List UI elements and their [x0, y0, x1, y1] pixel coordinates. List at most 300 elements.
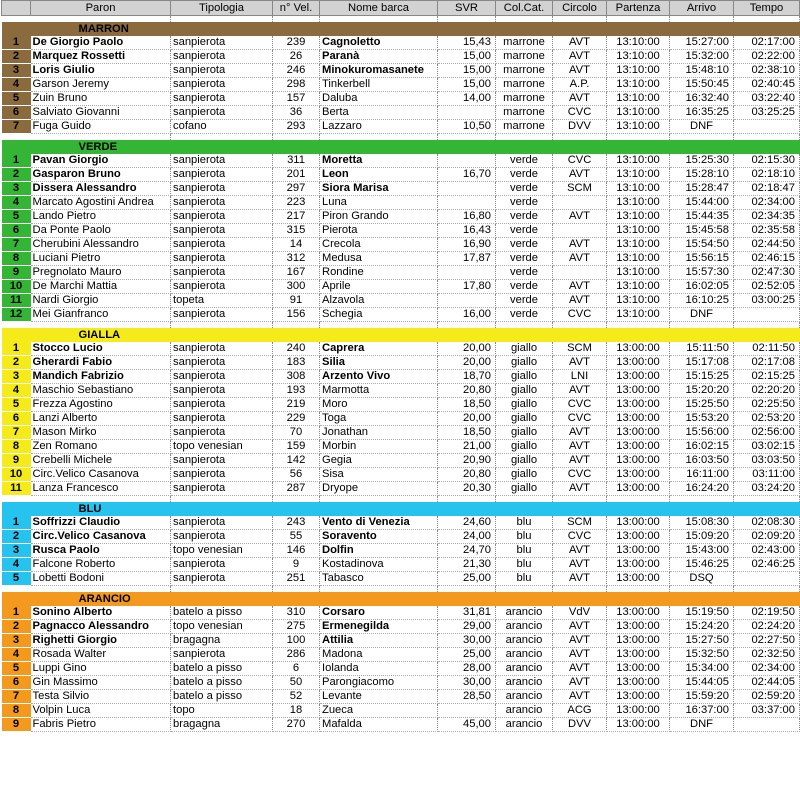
- position-cell: 5: [2, 572, 31, 586]
- table-row: [2, 168, 800, 182]
- table-row: [2, 106, 800, 120]
- results-body: [2, 1, 800, 732]
- tempo-cell: 02:34:35: [734, 210, 800, 224]
- position-cell: 2: [2, 168, 31, 182]
- vel-cell: 287: [273, 482, 320, 496]
- arrivo-cell: 16:35:25: [670, 106, 734, 120]
- circolo-cell: DVV: [553, 120, 607, 134]
- svr-cell: [438, 294, 496, 308]
- circolo-cell: AVT: [553, 210, 607, 224]
- position-cell: 4: [2, 558, 31, 572]
- arrivo-cell: 15:19:50: [670, 606, 734, 620]
- partenza-cell: 13:00:00: [607, 620, 670, 634]
- nome-barca-cell: Paranà: [320, 50, 438, 64]
- circolo-cell: SCM: [553, 342, 607, 356]
- tipologia-cell: sanpierota: [171, 106, 273, 120]
- circolo-cell: AVT: [553, 662, 607, 676]
- tempo-cell: 02:18:10: [734, 168, 800, 182]
- tempo-cell: [734, 718, 800, 732]
- partenza-cell: 13:00:00: [607, 384, 670, 398]
- tipologia-cell: sanpierota: [171, 78, 273, 92]
- tempo-cell: 02:34:00: [734, 196, 800, 210]
- tempo-cell: 02:09:20: [734, 530, 800, 544]
- tempo-cell: 02:18:47: [734, 182, 800, 196]
- nome-barca-cell: Medusa: [320, 252, 438, 266]
- colcat-cell: giallo: [496, 412, 553, 426]
- arrivo-cell: DSQ: [670, 572, 734, 586]
- paron-cell: Zuin Bruno: [31, 92, 171, 106]
- tipologia-cell: sanpierota: [171, 482, 273, 496]
- paron-cell: Da Ponte Paolo: [31, 224, 171, 238]
- colcat-cell: blu: [496, 572, 553, 586]
- tempo-cell: 03:02:15: [734, 440, 800, 454]
- vel-cell: 311: [273, 154, 320, 168]
- section-color-cell: [2, 328, 31, 342]
- tempo-cell: 02:17:00: [734, 36, 800, 50]
- table-row: [2, 224, 800, 238]
- table-row: [2, 266, 800, 280]
- tempo-cell: 02:15:25: [734, 370, 800, 384]
- nome-barca-cell: Corsaro: [320, 606, 438, 620]
- position-cell: 7: [2, 238, 31, 252]
- svr-cell: 16,70: [438, 168, 496, 182]
- tipologia-cell: topo venesian: [171, 620, 273, 634]
- nome-barca-cell: Jonathan: [320, 426, 438, 440]
- tempo-cell: 02:46:25: [734, 558, 800, 572]
- tempo-cell: 02:40:45: [734, 78, 800, 92]
- paron-cell: Gherardi Fabio: [31, 356, 171, 370]
- nome-barca-cell: Kostadinova: [320, 558, 438, 572]
- circolo-cell: AVT: [553, 648, 607, 662]
- circolo-cell: AVT: [553, 426, 607, 440]
- arrivo-cell: 15:27:50: [670, 634, 734, 648]
- header-nome-barca: Nome barca: [320, 1, 438, 16]
- table-row: [2, 516, 800, 530]
- circolo-cell: AVT: [553, 168, 607, 182]
- header-paron: Paron: [31, 1, 171, 16]
- svr-cell: 28,00: [438, 662, 496, 676]
- svr-cell: 20,90: [438, 454, 496, 468]
- tipologia-cell: sanpierota: [171, 50, 273, 64]
- partenza-cell: 13:10:00: [607, 266, 670, 280]
- section-color-cell: [2, 22, 31, 36]
- nome-barca-cell: Moretta: [320, 154, 438, 168]
- partenza-cell: 13:10:00: [607, 196, 670, 210]
- svr-cell: 15,00: [438, 78, 496, 92]
- nome-barca-cell: Cagnoletto: [320, 36, 438, 50]
- tipologia-cell: batelo a pisso: [171, 676, 273, 690]
- nome-barca-cell: Gegia: [320, 454, 438, 468]
- colcat-cell: marrone: [496, 36, 553, 50]
- paron-cell: Circ.Velico Casanova: [31, 468, 171, 482]
- colcat-cell: arancio: [496, 620, 553, 634]
- svr-cell: 30,00: [438, 634, 496, 648]
- table-row: [2, 648, 800, 662]
- tempo-cell: 02:35:58: [734, 224, 800, 238]
- vel-cell: 217: [273, 210, 320, 224]
- colcat-cell: blu: [496, 558, 553, 572]
- svr-cell: [438, 196, 496, 210]
- circolo-cell: [553, 196, 607, 210]
- vel-cell: 146: [273, 544, 320, 558]
- position-cell: 11: [2, 294, 31, 308]
- partenza-cell: 13:00:00: [607, 530, 670, 544]
- tempo-cell: 02:32:50: [734, 648, 800, 662]
- partenza-cell: 13:10:00: [607, 78, 670, 92]
- position-cell: 3: [2, 64, 31, 78]
- arrivo-cell: 15:57:30: [670, 266, 734, 280]
- paron-cell: Zen Romano: [31, 440, 171, 454]
- tipologia-cell: sanpierota: [171, 516, 273, 530]
- vel-cell: 18: [273, 704, 320, 718]
- partenza-cell: 13:00:00: [607, 704, 670, 718]
- tempo-cell: 02:08:30: [734, 516, 800, 530]
- tipologia-cell: sanpierota: [171, 558, 273, 572]
- arrivo-cell: 15:09:20: [670, 530, 734, 544]
- colcat-cell: giallo: [496, 384, 553, 398]
- paron-cell: De Marchi Mattia: [31, 280, 171, 294]
- tipologia-cell: sanpierota: [171, 252, 273, 266]
- vel-cell: 315: [273, 224, 320, 238]
- tipologia-cell: sanpierota: [171, 92, 273, 106]
- partenza-cell: 13:00:00: [607, 676, 670, 690]
- nome-barca-cell: Attilia: [320, 634, 438, 648]
- colcat-cell: verde: [496, 196, 553, 210]
- vel-cell: 159: [273, 440, 320, 454]
- colcat-cell: arancio: [496, 634, 553, 648]
- partenza-cell: 13:10:00: [607, 50, 670, 64]
- paron-cell: Marcato Agostini Andrea: [31, 196, 171, 210]
- arrivo-cell: 16:10:25: [670, 294, 734, 308]
- position-cell: 9: [2, 266, 31, 280]
- paron-cell: Lanzi Alberto: [31, 412, 171, 426]
- table-row: [2, 308, 800, 322]
- tipologia-cell: sanpierota: [171, 468, 273, 482]
- paron-cell: Mei Gianfranco: [31, 308, 171, 322]
- arrivo-cell: 15:34:00: [670, 662, 734, 676]
- paron-cell: Dissera Alessandro: [31, 182, 171, 196]
- colcat-cell: arancio: [496, 718, 553, 732]
- paron-cell: Luciani Pietro: [31, 252, 171, 266]
- colcat-cell: blu: [496, 516, 553, 530]
- arrivo-cell: 15:48:10: [670, 64, 734, 78]
- tempo-cell: 02:59:20: [734, 690, 800, 704]
- table-row: [2, 384, 800, 398]
- colcat-cell: giallo: [496, 426, 553, 440]
- circolo-cell: AVT: [553, 50, 607, 64]
- circolo-cell: CVC: [553, 398, 607, 412]
- arrivo-cell: 15:32:50: [670, 648, 734, 662]
- table-row: [2, 426, 800, 440]
- position-cell: 5: [2, 210, 31, 224]
- tipologia-cell: sanpierota: [171, 154, 273, 168]
- tipologia-cell: batelo a pisso: [171, 690, 273, 704]
- colcat-cell: arancio: [496, 690, 553, 704]
- tipologia-cell: batelo a pisso: [171, 662, 273, 676]
- arrivo-cell: 16:02:05: [670, 280, 734, 294]
- tipologia-cell: cofano: [171, 120, 273, 134]
- colcat-cell: blu: [496, 544, 553, 558]
- tempo-cell: 02:38:10: [734, 64, 800, 78]
- vel-cell: 52: [273, 690, 320, 704]
- circolo-cell: AVT: [553, 252, 607, 266]
- tipologia-cell: sanpierota: [171, 648, 273, 662]
- partenza-cell: 13:00:00: [607, 634, 670, 648]
- arrivo-cell: 15:44:00: [670, 196, 734, 210]
- circolo-cell: AVT: [553, 36, 607, 50]
- table-row: [2, 468, 800, 482]
- svr-cell: 20,30: [438, 482, 496, 496]
- arrivo-cell: 15:25:50: [670, 398, 734, 412]
- table-row: [2, 64, 800, 78]
- arrivo-cell: 15:44:35: [670, 210, 734, 224]
- svr-cell: 24,00: [438, 530, 496, 544]
- svr-cell: 20,80: [438, 468, 496, 482]
- partenza-cell: 13:10:00: [607, 238, 670, 252]
- partenza-cell: 13:00:00: [607, 370, 670, 384]
- colcat-cell: verde: [496, 224, 553, 238]
- vel-cell: 246: [273, 64, 320, 78]
- colcat-cell: verde: [496, 280, 553, 294]
- table-row: [2, 482, 800, 496]
- tipologia-cell: sanpierota: [171, 454, 273, 468]
- circolo-cell: AVT: [553, 92, 607, 106]
- position-cell: 10: [2, 468, 31, 482]
- circolo-cell: CVC: [553, 530, 607, 544]
- position-cell: 6: [2, 676, 31, 690]
- paron-cell: Salviato Giovanni: [31, 106, 171, 120]
- colcat-cell: blu: [496, 530, 553, 544]
- paron-cell: Gin Massimo: [31, 676, 171, 690]
- partenza-cell: 13:00:00: [607, 440, 670, 454]
- vel-cell: 251: [273, 572, 320, 586]
- position-cell: 10: [2, 280, 31, 294]
- position-cell: 5: [2, 662, 31, 676]
- table-row: [2, 454, 800, 468]
- partenza-cell: 13:00:00: [607, 662, 670, 676]
- section-title: BLU: [31, 502, 800, 516]
- vel-cell: 223: [273, 196, 320, 210]
- paron-cell: Garson Jeremy: [31, 78, 171, 92]
- tipologia-cell: sanpierota: [171, 342, 273, 356]
- colcat-cell: marrone: [496, 78, 553, 92]
- paron-cell: Pagnacco Alessandro: [31, 620, 171, 634]
- header-svr: SVR: [438, 1, 496, 16]
- arrivo-cell: 15:28:47: [670, 182, 734, 196]
- partenza-cell: 13:10:00: [607, 210, 670, 224]
- colcat-cell: verde: [496, 252, 553, 266]
- svr-cell: 20,00: [438, 412, 496, 426]
- circolo-cell: CVC: [553, 412, 607, 426]
- partenza-cell: 13:10:00: [607, 182, 670, 196]
- circolo-cell: AVT: [553, 544, 607, 558]
- nome-barca-cell: Dolfin: [320, 544, 438, 558]
- vel-cell: 298: [273, 78, 320, 92]
- table-row: [2, 356, 800, 370]
- tipologia-cell: sanpierota: [171, 238, 273, 252]
- section-header-row: [2, 140, 800, 154]
- section-title: GIALLA: [31, 328, 800, 342]
- table-row: [2, 92, 800, 106]
- paron-cell: Mason Mirko: [31, 426, 171, 440]
- paron-cell: De Giorgio Paolo: [31, 36, 171, 50]
- arrivo-cell: 16:02:15: [670, 440, 734, 454]
- tempo-cell: 02:53:20: [734, 412, 800, 426]
- table-row: [2, 558, 800, 572]
- paron-cell: Gasparon Bruno: [31, 168, 171, 182]
- tempo-cell: 03:24:20: [734, 482, 800, 496]
- tempo-cell: 02:52:05: [734, 280, 800, 294]
- header-pos-cell: [2, 1, 31, 16]
- arrivo-cell: 15:45:58: [670, 224, 734, 238]
- paron-cell: Luppi Gino: [31, 662, 171, 676]
- nome-barca-cell: Silia: [320, 356, 438, 370]
- circolo-cell: DVV: [553, 718, 607, 732]
- arrivo-cell: 15:17:08: [670, 356, 734, 370]
- colcat-cell: arancio: [496, 606, 553, 620]
- position-cell: 1: [2, 154, 31, 168]
- tempo-cell: [734, 120, 800, 134]
- partenza-cell: 13:00:00: [607, 342, 670, 356]
- paron-cell: Stocco Lucio: [31, 342, 171, 356]
- partenza-cell: 13:10:00: [607, 294, 670, 308]
- tempo-cell: 02:15:30: [734, 154, 800, 168]
- paron-cell: Pregnolato Mauro: [31, 266, 171, 280]
- nome-barca-cell: Minokuromasanete: [320, 64, 438, 78]
- tipologia-cell: sanpierota: [171, 210, 273, 224]
- header-arrivo: Arrivo: [670, 1, 734, 16]
- svr-cell: 45,00: [438, 718, 496, 732]
- nome-barca-cell: Tabasco: [320, 572, 438, 586]
- paron-cell: Pavan Giorgio: [31, 154, 171, 168]
- partenza-cell: 13:00:00: [607, 426, 670, 440]
- nome-barca-cell: Arzento Vivo: [320, 370, 438, 384]
- colcat-cell: marrone: [496, 92, 553, 106]
- vel-cell: 310: [273, 606, 320, 620]
- table-row: [2, 572, 800, 586]
- svr-cell: 17,80: [438, 280, 496, 294]
- tempo-cell: 02:19:50: [734, 606, 800, 620]
- circolo-cell: CVC: [553, 468, 607, 482]
- table-row: [2, 238, 800, 252]
- circolo-cell: AVT: [553, 482, 607, 496]
- partenza-cell: 13:00:00: [607, 398, 670, 412]
- svr-cell: 16,43: [438, 224, 496, 238]
- colcat-cell: giallo: [496, 356, 553, 370]
- table-row: [2, 294, 800, 308]
- circolo-cell: AVT: [553, 440, 607, 454]
- table-row: [2, 704, 800, 718]
- tempo-cell: 03:11:00: [734, 468, 800, 482]
- paron-cell: Fabris Pietro: [31, 718, 171, 732]
- partenza-cell: 13:00:00: [607, 690, 670, 704]
- colcat-cell: verde: [496, 210, 553, 224]
- table-row: [2, 210, 800, 224]
- nome-barca-cell: Luna: [320, 196, 438, 210]
- tipologia-cell: sanpierota: [171, 36, 273, 50]
- partenza-cell: 13:00:00: [607, 544, 670, 558]
- table-row: [2, 78, 800, 92]
- circolo-cell: SCM: [553, 516, 607, 530]
- colcat-cell: arancio: [496, 648, 553, 662]
- tipologia-cell: topo venesian: [171, 440, 273, 454]
- partenza-cell: 13:10:00: [607, 106, 670, 120]
- partenza-cell: 13:10:00: [607, 224, 670, 238]
- svr-cell: 24,70: [438, 544, 496, 558]
- vel-cell: 142: [273, 454, 320, 468]
- table-row: [2, 252, 800, 266]
- position-cell: 4: [2, 78, 31, 92]
- circolo-cell: AVT: [553, 280, 607, 294]
- arrivo-cell: DNF: [670, 308, 734, 322]
- nome-barca-cell: Madona: [320, 648, 438, 662]
- position-cell: 3: [2, 182, 31, 196]
- section-color-cell: [2, 592, 31, 606]
- circolo-cell: AVT: [553, 620, 607, 634]
- vel-cell: 219: [273, 398, 320, 412]
- nome-barca-cell: Berta: [320, 106, 438, 120]
- position-cell: 3: [2, 634, 31, 648]
- arrivo-cell: 16:32:40: [670, 92, 734, 106]
- partenza-cell: 13:10:00: [607, 168, 670, 182]
- table-row: [2, 412, 800, 426]
- svr-cell: [438, 266, 496, 280]
- circolo-cell: AVT: [553, 676, 607, 690]
- nome-barca-cell: Daluba: [320, 92, 438, 106]
- nome-barca-cell: Pierota: [320, 224, 438, 238]
- position-cell: 2: [2, 620, 31, 634]
- svr-cell: [438, 704, 496, 718]
- vel-cell: 167: [273, 266, 320, 280]
- partenza-cell: 13:10:00: [607, 154, 670, 168]
- circolo-cell: LNI: [553, 370, 607, 384]
- vel-cell: 270: [273, 718, 320, 732]
- position-cell: 6: [2, 412, 31, 426]
- nome-barca-cell: Alzavola: [320, 294, 438, 308]
- arrivo-cell: DNF: [670, 120, 734, 134]
- tempo-cell: 02:22:00: [734, 50, 800, 64]
- circolo-cell: AVT: [553, 64, 607, 78]
- nome-barca-cell: Lazzaro: [320, 120, 438, 134]
- vel-cell: 26: [273, 50, 320, 64]
- circolo-cell: AVT: [553, 384, 607, 398]
- paron-cell: Volpin Luca: [31, 704, 171, 718]
- tempo-cell: [734, 572, 800, 586]
- paron-cell: Fuga Guido: [31, 120, 171, 134]
- position-cell: 5: [2, 398, 31, 412]
- colcat-cell: arancio: [496, 704, 553, 718]
- circolo-cell: ACG: [553, 704, 607, 718]
- svr-cell: 31,81: [438, 606, 496, 620]
- table-row: [2, 36, 800, 50]
- nome-barca-cell: Mafalda: [320, 718, 438, 732]
- svr-cell: 21,00: [438, 440, 496, 454]
- position-cell: 3: [2, 370, 31, 384]
- circolo-cell: CVC: [553, 308, 607, 322]
- paron-cell: Nardi Giorgio: [31, 294, 171, 308]
- position-cell: 4: [2, 196, 31, 210]
- colcat-cell: verde: [496, 238, 553, 252]
- arrivo-cell: 15:43:00: [670, 544, 734, 558]
- tempo-cell: 02:20:20: [734, 384, 800, 398]
- svr-cell: 29,00: [438, 620, 496, 634]
- colcat-cell: giallo: [496, 370, 553, 384]
- circolo-cell: CVC: [553, 154, 607, 168]
- nome-barca-cell: Iolanda: [320, 662, 438, 676]
- colcat-cell: marrone: [496, 50, 553, 64]
- partenza-cell: 13:10:00: [607, 92, 670, 106]
- position-cell: 1: [2, 606, 31, 620]
